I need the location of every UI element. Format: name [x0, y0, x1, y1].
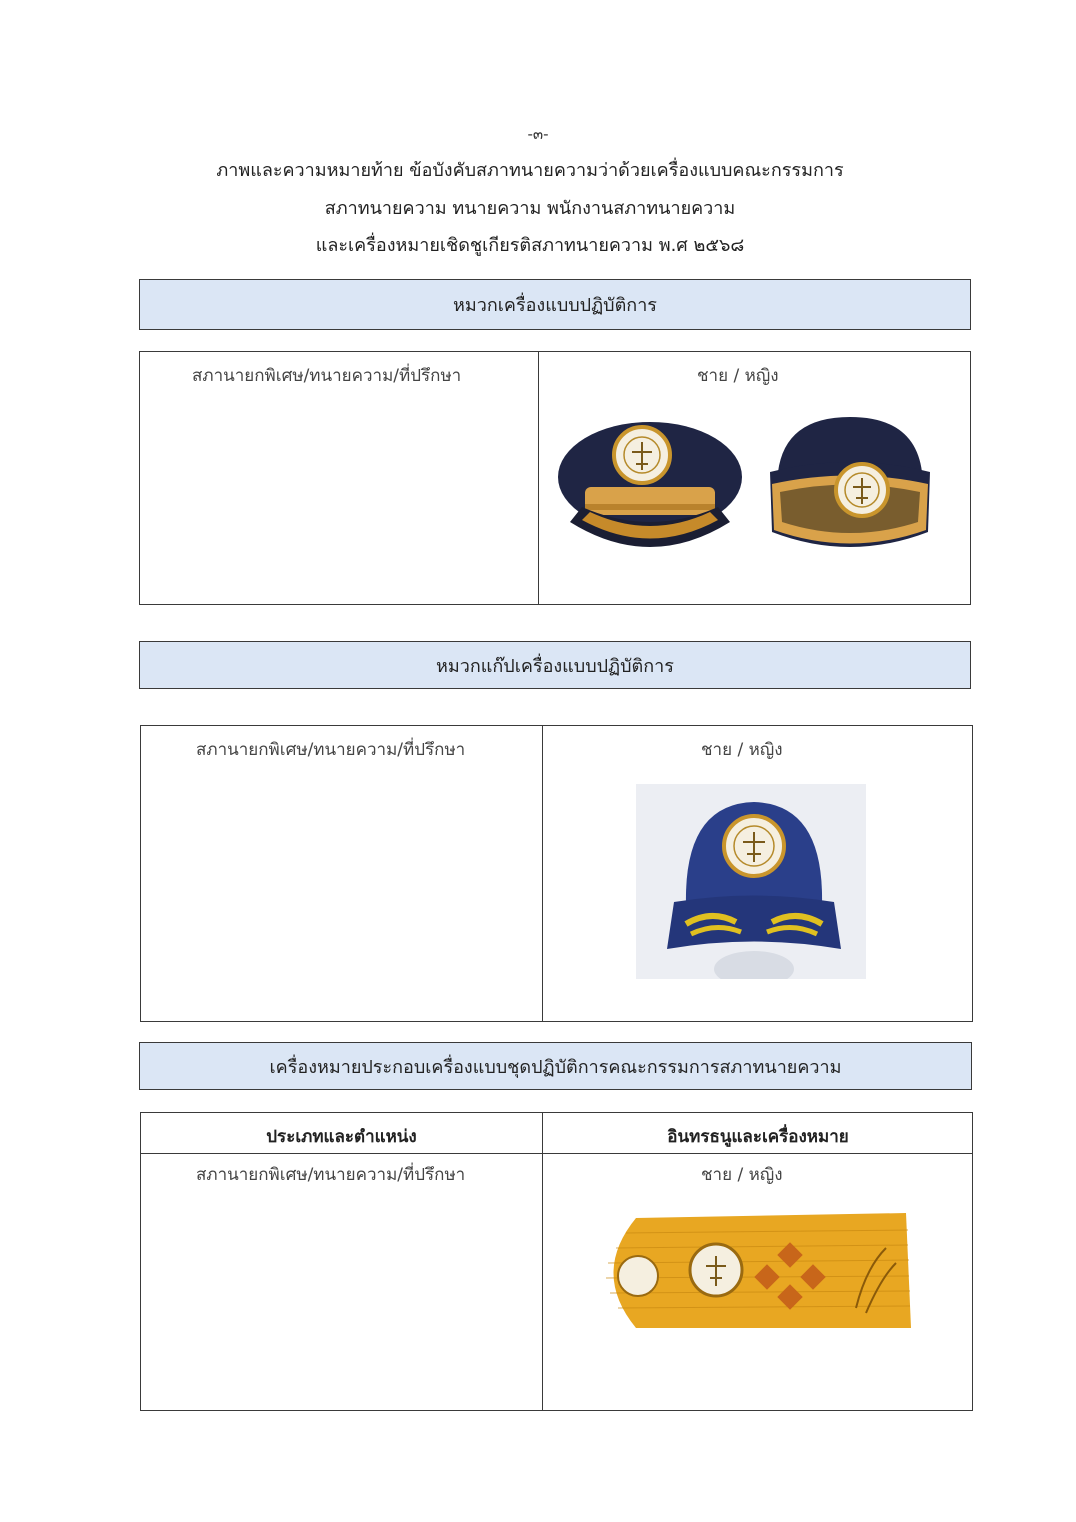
peaked-cap-photos [550, 412, 960, 582]
title-line-1: ภาพและความหมายท้าย ข้อบังคับสภาทนายความว่าด้วยเครื่องแบบคณะกรรมการ [216, 160, 844, 181]
gender-label: ชาย / หญิง [701, 740, 783, 760]
gender-label: ชาย / หญิง [697, 366, 779, 386]
title-line-3: และเครื่องหมายเชิดชูเกียรติสภาทนายความ พ.ศ ๒๕๖๘ [315, 235, 745, 256]
position-label: สภานายกพิเศษ/ทนายความ/ที่ปรึกษา [196, 740, 466, 760]
section-header-peaked-cap: หมวกเครื่องแบบปฏิบัติการ [139, 279, 971, 330]
peaked-cap-table [139, 351, 971, 605]
page-number: -๓- [527, 125, 549, 143]
column-header-position: ประเภทและตำแหน่ง [266, 1127, 417, 1147]
gender-label: ชาย / หญิง [701, 1165, 783, 1185]
epaulette-photo [586, 1208, 916, 1348]
epaulette-table [140, 1112, 973, 1411]
section-header-epaulette: เครื่องหมายประกอบเครื่องแบบชุดปฏิบัติการคณะกรรมการสภาทนายความ [139, 1042, 972, 1090]
peaked-cap-men-photo [558, 422, 742, 547]
column-header-insignia: อินทรธนูและเครื่องหมาย [667, 1127, 849, 1147]
position-label: สภานายกพิเศษ/ทนายความ/ที่ปรึกษา [192, 366, 462, 386]
title-line-2: สภาทนายความ ทนายความ พนักงานสภาทนายความ [324, 198, 736, 219]
position-label: สภานายกพิเศษ/ทนายความ/ที่ปรึกษา [196, 1165, 466, 1185]
section-header-baseball-cap: หมวกแก๊ปเครื่องแบบปฏิบัติการ [139, 641, 971, 689]
baseball-cap-photo [636, 784, 866, 979]
baseball-cap-table [140, 725, 973, 1022]
peaked-cap-women-photo [770, 417, 930, 547]
